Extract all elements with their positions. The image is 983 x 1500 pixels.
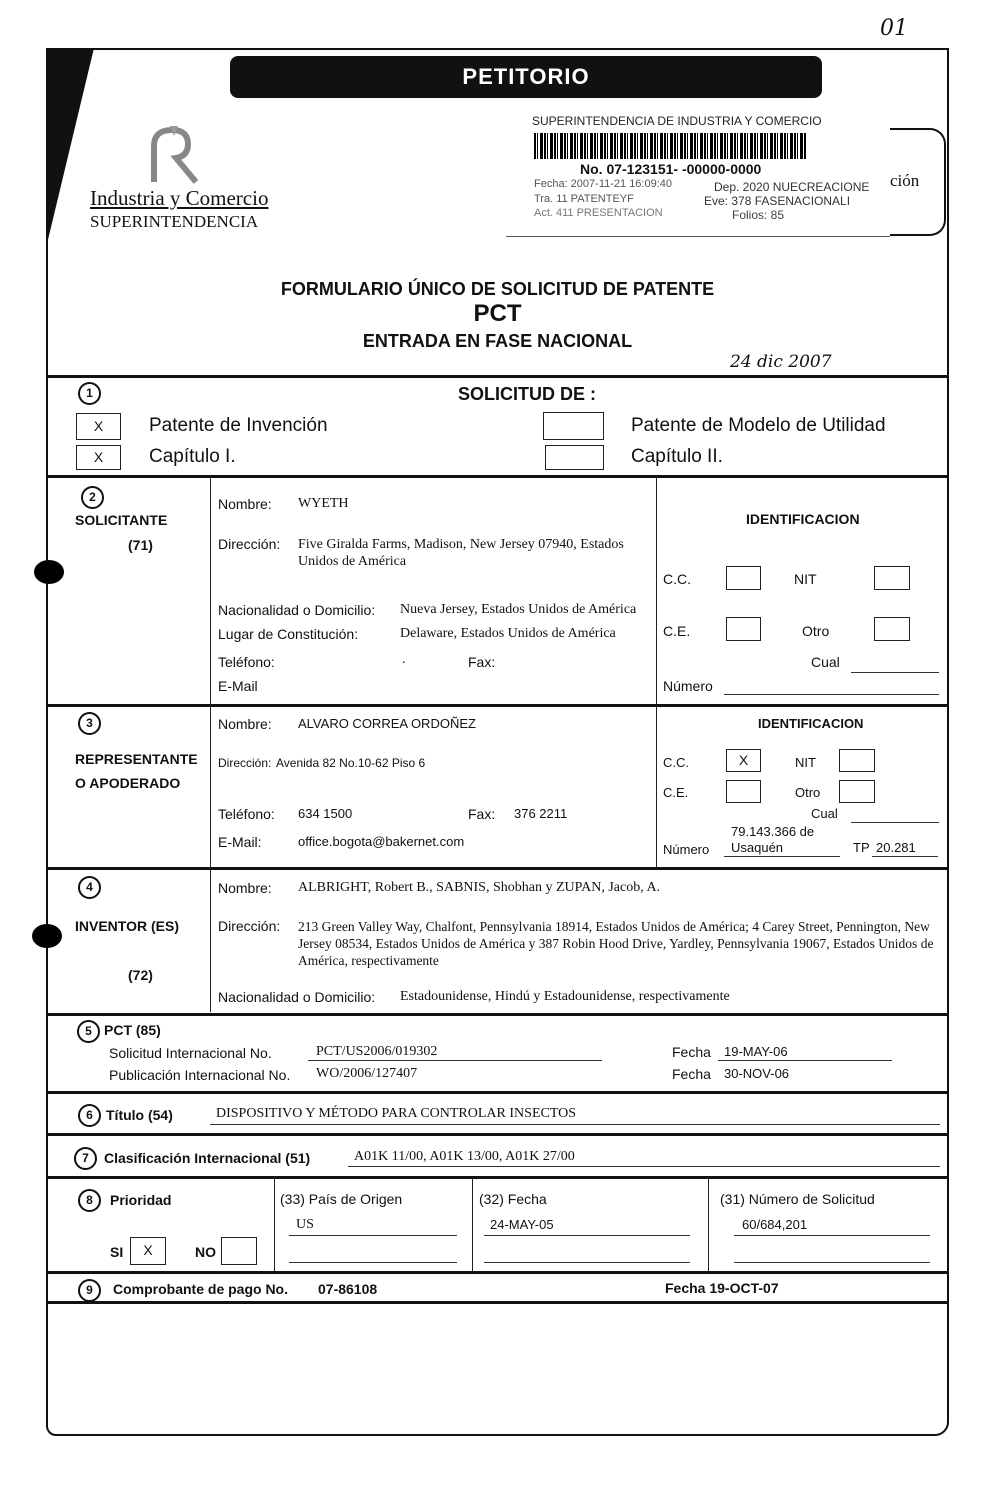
- form-subtitle: ENTRADA EN FASE NACIONAL: [362, 331, 633, 351]
- s2-nombre-value: WYETH: [298, 496, 349, 511]
- s5-fecha2-value: 30-NOV-06: [724, 1066, 790, 1081]
- divider-s1: [46, 375, 949, 378]
- s2-cc-checkbox[interactable]: [726, 566, 761, 590]
- s7-value: A01K 11/00, A01K 13/00, A01K 27/00: [354, 1149, 575, 1164]
- logo-text-superintendencia: SUPERINTENDENCIA: [90, 212, 259, 231]
- s6-value: DISPOSITIVO Y MÉTODO PARA CONTROLAR INSECTOS: [216, 1106, 577, 1121]
- binder-hole-1: [34, 560, 64, 584]
- section-5-number: 5: [77, 1020, 100, 1043]
- stamp-date: Fecha: 2007-11-21 16:09:40: [534, 178, 673, 190]
- s3-tp-line: [872, 856, 938, 857]
- s2-cual-label: Cual: [811, 654, 840, 670]
- s2-fax-label: Fax:: [468, 654, 496, 670]
- s8-title: Prioridad: [110, 1192, 172, 1208]
- receipt-stamp: [506, 98, 890, 237]
- s4-nombre-label: Nombre:: [218, 880, 272, 896]
- s6-line: [210, 1124, 940, 1125]
- handwritten-date: 24 dic 2007: [730, 352, 832, 372]
- checkbox-modelo-utilidad[interactable]: [543, 412, 604, 440]
- section-6-number: 6: [78, 1104, 101, 1127]
- s6-title: Título (54): [106, 1107, 173, 1123]
- s2-direccion-label: Dirección:: [218, 536, 281, 552]
- s8-fecha-line-1: [484, 1235, 690, 1236]
- s2-otro-checkbox[interactable]: [874, 617, 910, 641]
- section-2-number: 2: [81, 486, 104, 509]
- s2-nombre-label: Nombre:: [218, 496, 272, 512]
- s3-tp-value: 20.281: [876, 840, 916, 855]
- logo-text-industria: Industria y Comercio: [90, 186, 269, 210]
- s8-si-label: SI: [110, 1244, 124, 1260]
- s8-numsol-value: 60/684,201: [742, 1217, 808, 1232]
- s8-pais-value: US: [296, 1217, 314, 1232]
- s8-divider-3: [708, 1179, 709, 1271]
- barcode: [534, 133, 806, 159]
- s3-nit-label: NIT: [795, 755, 816, 770]
- s3-email-value: office.bogota@bakernet.com: [298, 834, 465, 849]
- divider-s7: [46, 1133, 949, 1136]
- binder-hole-2: [32, 924, 62, 948]
- stamp-number: No. 07-123151- -00000-0000: [580, 161, 762, 177]
- s8-fecha-line-2: [484, 1262, 690, 1263]
- s7-line: [348, 1166, 940, 1167]
- s3-numero-place: Usaquén: [731, 840, 784, 855]
- s5-solicitud-value: PCT/US2006/019302: [316, 1044, 438, 1059]
- divider-s3: [46, 704, 949, 707]
- s4-nombre-value: ALBRIGHT, Robert B., SABNIS, Shobhan y ZUPAN, Jacob, A.: [298, 880, 661, 895]
- s2-telefono-label: Teléfono:: [218, 654, 275, 670]
- sic-logo-icon: [148, 124, 204, 189]
- s2-lugar-value: Delaware, Estados Unidos de América: [400, 626, 616, 641]
- stamp-act: Act. 411 PRESENTACION: [534, 207, 663, 219]
- s4-direccion-value: 213 Green Valley Way, Chalfont, Pennsylvania 18914, Estados Unidos de América; 4 Carey Street, Pennington, New Jersey 08534, Estados Unidos de América y 387 Robin Hood Drive, Yardley, Pennsylvania 19067, Estados Unidos de América, respectivamente: [298, 919, 934, 968]
- s3-nombre-value: ALVARO CORREA ORDOÑEZ: [298, 716, 476, 731]
- checkbox-patente-invencion[interactable]: X: [76, 413, 121, 440]
- s2-code: (71): [128, 537, 153, 553]
- section-8-number: 8: [78, 1189, 101, 1212]
- s3-title-line2: O APODERADO: [75, 775, 181, 791]
- section-7-number: 7: [74, 1147, 97, 1170]
- s2-left-divider: [210, 478, 211, 704]
- s8-pais-line-1: [289, 1235, 457, 1236]
- s3-numero-value: 79.143.366 de: [731, 824, 815, 839]
- section-9-number: 9: [78, 1279, 101, 1302]
- divider-s4: [46, 867, 949, 870]
- s3-nit-checkbox[interactable]: [839, 749, 875, 772]
- s3-cc-checkbox[interactable]: X: [726, 749, 761, 772]
- stamp-eve: Eve: 378 FASENACIONALI: [704, 194, 851, 208]
- stamp-tra: Tra. 11 PATENTEYF: [534, 193, 634, 205]
- s3-email-label: E-Mail:: [218, 834, 262, 850]
- s3-cual-line: [851, 822, 939, 823]
- s8-pais-line-2: [289, 1262, 457, 1263]
- label-capitulo-2: Capítulo II.: [631, 446, 723, 467]
- petitorio-banner: PETITORIO: [230, 56, 822, 98]
- s4-direccion-label: Dirección:: [218, 918, 281, 934]
- s3-tp-label: TP: [853, 840, 870, 855]
- s9-value: 07-86108: [318, 1281, 378, 1297]
- s7-title: Clasificación Internacional (51): [104, 1150, 311, 1166]
- s2-direccion-value: Five Giralda Farms, Madison, New Jersey 07940, Estados Unidos de América: [298, 537, 624, 569]
- checkbox-capitulo-1[interactable]: X: [76, 445, 121, 470]
- s5-fecha1-line: [718, 1060, 892, 1061]
- label-patente-invencion: Patente de Invención: [149, 415, 328, 436]
- form-title: FORMULARIO ÚNICO DE SOLICITUD DE PATENTE: [280, 279, 715, 299]
- s2-otro-label: Otro: [802, 623, 830, 639]
- divider-bottom: [46, 1301, 949, 1304]
- s3-numero-label: Número: [663, 842, 710, 857]
- s8-si-checkbox[interactable]: X: [130, 1237, 166, 1265]
- s8-pais-label: (33) País de Origen: [280, 1191, 403, 1207]
- s3-direccion-label: Dirección:: [218, 756, 272, 770]
- section-4-number: 4: [78, 876, 101, 899]
- s3-right-divider: [656, 707, 657, 867]
- form-title-pct: PCT: [473, 300, 522, 327]
- s8-fecha-label: (32) Fecha: [479, 1191, 547, 1207]
- s3-fax-value: 376 2211: [514, 806, 568, 821]
- s4-title: INVENTOR (ES): [75, 918, 179, 934]
- s3-identificacion-title: IDENTIFICACION: [758, 716, 864, 731]
- s4-code: (72): [128, 967, 153, 983]
- divider-s9: [46, 1271, 949, 1274]
- label-capitulo-1: Capítulo I.: [149, 446, 236, 467]
- s2-cc-label: C.C.: [663, 571, 691, 587]
- s3-telefono-label: Teléfono:: [218, 806, 275, 822]
- s8-fecha-value: 24-MAY-05: [490, 1217, 554, 1232]
- stamp-side-text: ción: [890, 171, 920, 190]
- s5-solicitud-label: Solicitud Internacional No.: [109, 1045, 272, 1061]
- s5-fecha1-label: Fecha: [672, 1044, 711, 1060]
- stamp-folios: Folios: 85: [732, 208, 785, 222]
- s2-identificacion-title: IDENTIFICACION: [746, 511, 860, 527]
- s2-ce-checkbox[interactable]: [726, 617, 761, 641]
- s5-fecha2-label: Fecha: [672, 1066, 711, 1082]
- checkbox-capitulo-2[interactable]: [545, 445, 604, 470]
- s3-numero-line: [724, 856, 840, 857]
- s2-title: SOLICITANTE: [75, 512, 168, 528]
- stamp-dep: Dep. 2020 NUECREACIONE: [714, 180, 870, 194]
- s2-numero-line: [724, 694, 939, 695]
- section-3-number: 3: [78, 712, 101, 735]
- s3-cc-label: C.C.: [663, 755, 689, 770]
- s2-cual-line: [851, 672, 939, 673]
- s8-numsol-line-2: [734, 1262, 930, 1263]
- s8-divider-2: [472, 1179, 473, 1271]
- s3-otro-checkbox[interactable]: [839, 780, 875, 803]
- s2-nacionalidad-label: Nacionalidad o Domicilio:: [218, 602, 376, 618]
- s3-cual-label: Cual: [811, 806, 838, 821]
- s2-nacionalidad-value: Nueva Jersey, Estados Unidos de América: [400, 602, 637, 617]
- s3-direccion-value: Avenida 82 No.10-62 Piso 6: [276, 756, 426, 770]
- divider-s8: [46, 1176, 949, 1179]
- s2-nit-label: NIT: [794, 571, 817, 587]
- s3-ce-label: C.E.: [663, 785, 689, 800]
- s2-email-label: E-Mail: [218, 678, 258, 694]
- divider-s6: [46, 1091, 949, 1094]
- s8-numsol-label: (31) Número de Solicitud: [720, 1191, 875, 1207]
- s3-fax-label: Fax:: [468, 806, 496, 822]
- s5-fecha1-value: 19-MAY-06: [724, 1044, 788, 1059]
- s3-left-divider: [210, 707, 211, 867]
- s3-nombre-label: Nombre:: [218, 716, 272, 732]
- s5-solicitud-line: [308, 1060, 602, 1061]
- s2-telefono-value: .: [402, 652, 406, 667]
- divider-s2: [46, 475, 949, 478]
- s2-numero-label: Número: [663, 678, 713, 694]
- s5-publicacion-label: Publicación Internacional No.: [109, 1067, 291, 1083]
- s3-otro-label: Otro: [795, 785, 821, 800]
- s2-ce-label: C.E.: [663, 623, 691, 639]
- s4-nacionalidad-value: Estadounidense, Hindú y Estadounidense, respectivamente: [400, 989, 730, 1004]
- s2-nit-checkbox[interactable]: [874, 566, 910, 590]
- s4-left-divider: [210, 870, 211, 1012]
- s3-telefono-value: 634 1500: [298, 806, 353, 821]
- s1-heading: SOLICITUD DE :: [458, 384, 596, 404]
- s5-publicacion-value: WO/2006/127407: [316, 1066, 418, 1081]
- stamp-org: SUPERINTENDENCIA DE INDUSTRIA Y COMERCIO: [532, 114, 822, 128]
- s5-title: PCT (85): [104, 1022, 161, 1038]
- s9-label: Comprobante de pago No.: [113, 1281, 288, 1297]
- label-modelo-utilidad: Patente de Modelo de Utilidad: [631, 415, 886, 436]
- s2-lugar-label: Lugar de Constitución:: [218, 626, 359, 642]
- divider-s5: [46, 1013, 949, 1016]
- s4-nacionalidad-label: Nacionalidad o Domicilio:: [218, 989, 376, 1005]
- s2-right-divider: [656, 478, 657, 704]
- s3-title-line1: REPRESENTANTE: [75, 751, 198, 767]
- s8-no-label: NO: [195, 1244, 216, 1260]
- handwritten-folio: 01: [880, 16, 908, 41]
- s8-numsol-line-1: [734, 1235, 930, 1236]
- corner-triangle: [46, 48, 94, 248]
- section-1-number: 1: [78, 382, 101, 405]
- s9-fecha: Fecha 19-OCT-07: [665, 1280, 779, 1296]
- s8-no-checkbox[interactable]: [221, 1237, 257, 1265]
- s3-ce-checkbox[interactable]: [726, 780, 761, 803]
- s8-divider-1: [274, 1179, 275, 1271]
